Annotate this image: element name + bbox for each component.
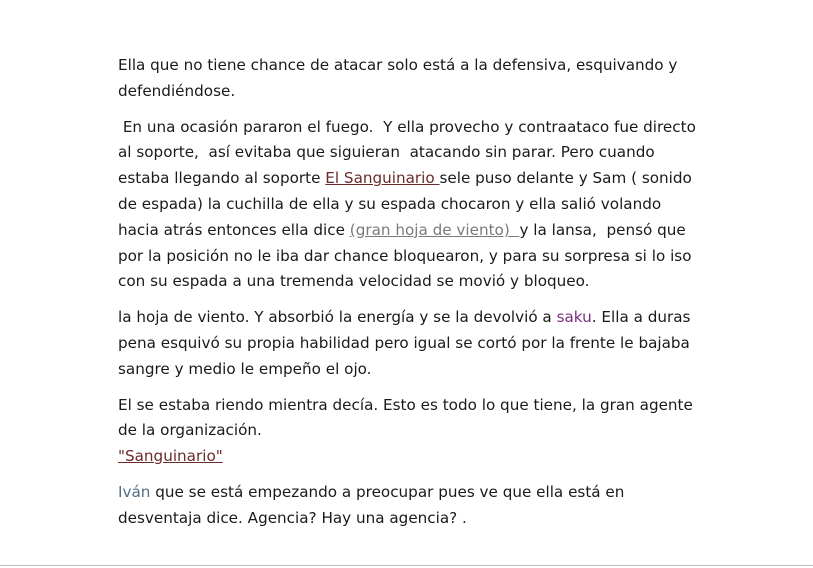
text-line: de la organización. (118, 421, 262, 440)
text-line: pena esquivó su propia habilidad pero igual se cortó por la frente le bajaba (118, 333, 690, 352)
gran-hoja-de-viento-link[interactable]: (gran hoja de viento) (349, 220, 520, 239)
text-line: El se estaba riendo mientra decía. Esto es todo lo que tiene, la gran agente (118, 395, 693, 414)
text-line: defendiéndose. (118, 81, 236, 100)
sanguinario-link[interactable]: "Sanguinario" (118, 447, 223, 466)
text-line: de espada) la cuchilla de ella y su espada chocaron y ella salió volando (118, 194, 662, 213)
text-line: . Ella a duras (591, 308, 691, 327)
text-line: estaba llegando al soporte (118, 169, 326, 188)
saku-name: saku (556, 308, 592, 327)
paragraph-5 (118, 480, 698, 532)
text-line: En una ocasión pararon el fuego. Y ella provecho y contraataco fue directo (118, 117, 696, 136)
ivan-name: Iván (118, 482, 151, 501)
paragraph-4 (118, 393, 698, 470)
el-sanguinario-link[interactable]: El Sanguinario (325, 169, 440, 188)
text-line: la hoja de viento. Y absorbió la energía y se la devolvió a (118, 308, 557, 327)
paragraph-3 (118, 305, 698, 382)
text-line: desventaja dice. Agencia? Hay una agencia? . (118, 508, 467, 527)
text-line: por la posición no le iba dar chance bloquearon, y para su sorpresa si lo iso (118, 246, 692, 265)
document-page (118, 53, 698, 542)
page-bottom-border (0, 565, 813, 566)
text-line: que se está empezando a preocupar pues ve que ella está en (150, 482, 625, 501)
text-line: sele puso delante y Sam ( sonido (439, 169, 692, 188)
text-line: sangre y medio le empeño el ojo. (118, 359, 372, 378)
text-line: con su espada a una tremenda velocidad se movió y bloqueo. (118, 272, 590, 291)
paragraph-2 (118, 115, 698, 296)
text-line: al soporte, así evitaba que siguieran atacando sin parar. Pero cuando (118, 143, 655, 162)
paragraph-1 (118, 53, 698, 105)
text-line: Ella que no tiene chance de atacar solo está a la defensiva, esquivando y (118, 56, 678, 74)
text-line: y la lansa, pensó que (519, 220, 686, 239)
text-line: hacia atrás entonces ella dice (118, 220, 350, 239)
